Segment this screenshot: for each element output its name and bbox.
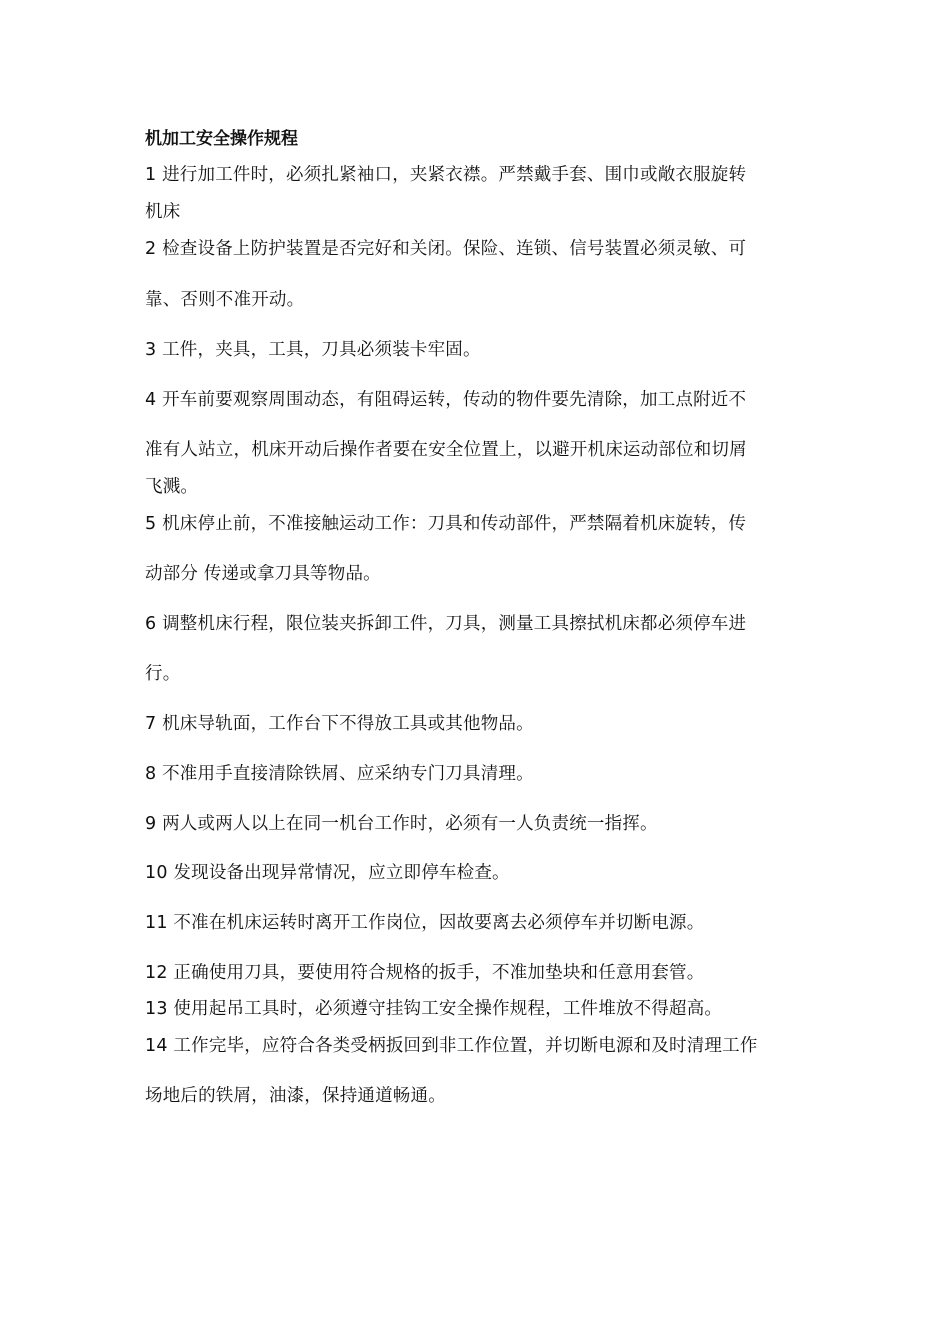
rule-12-line-1: 12 正确使用刀具，要使用符合规格的扳手，不准加垫块和任意用套管。 (145, 963, 705, 983)
rule-9-line-1: 9 两人或两人以上在同一机台工作时，必须有一人负责统一指挥。 (145, 814, 658, 834)
rule-2-line-2: 靠、否则不准开动。 (145, 290, 305, 310)
rule-11-line-1: 11 不准在机床运转时离开工作岗位，因故要离去必须停车并切断电源。 (145, 913, 705, 933)
rule-2-line-1: 2 检查设备上防护装置是否完好和关闭。保险、连锁、信号装置必须灵敏、可 (145, 239, 747, 259)
rule-5-line-1: 5 机床停止前，不准接触运动工作：刀具和传动部件，严禁隔着机床旋转，传 (145, 514, 747, 534)
rule-3-line-1: 3 工件，夹具，工具，刀具必须装卡牢固。 (145, 340, 481, 360)
rule-4-line-3: 飞溅。 (145, 477, 199, 497)
rule-6-line-2: 行。 (145, 664, 181, 684)
rule-5-line-2: 动部分 传递或拿刀具等物品。 (145, 564, 381, 584)
rule-14-line-2: 场地后的铁屑，油漆，保持通道畅通。 (145, 1086, 446, 1106)
rule-13-line-1: 13 使用起吊工具时，必须遵守挂钩工安全操作规程，工件堆放不得超高。 (145, 999, 723, 1019)
rule-6-line-1: 6 调整机床行程，限位装夹拆卸工件，刀具，测量工具擦拭机床都必须停车进 (145, 614, 747, 634)
rule-4-line-1: 4 开车前要观察周围动态，有阻碍运转，传动的物件要先清除，加工点附近不 (145, 390, 747, 410)
rule-10-line-1: 10 发现设备出现异常情况，应立即停车检查。 (145, 863, 510, 883)
document-title: 机加工安全操作规程 (145, 129, 298, 149)
rule-7-line-1: 7 机床导轨面，工作台下不得放工具或其他物品。 (145, 714, 534, 734)
rule-1-line-2: 机床 (145, 202, 181, 222)
rule-1-line-1: 1 进行加工件时，必须扎紧袖口，夹紧衣襟。严禁戴手套、围巾或敞衣服旋转 (145, 165, 747, 185)
rule-14-line-1: 14 工作完毕，应符合各类受柄扳回到非工作位置，并切断电源和及时清理工作 (145, 1036, 758, 1056)
rule-8-line-1: 8 不准用手直接清除铁屑、应采纳专门刀具清理。 (145, 764, 534, 784)
rule-4-line-2: 准有人站立，机床开动后操作者要在安全位置上，以避开机床运动部位和切屑 (145, 440, 747, 460)
